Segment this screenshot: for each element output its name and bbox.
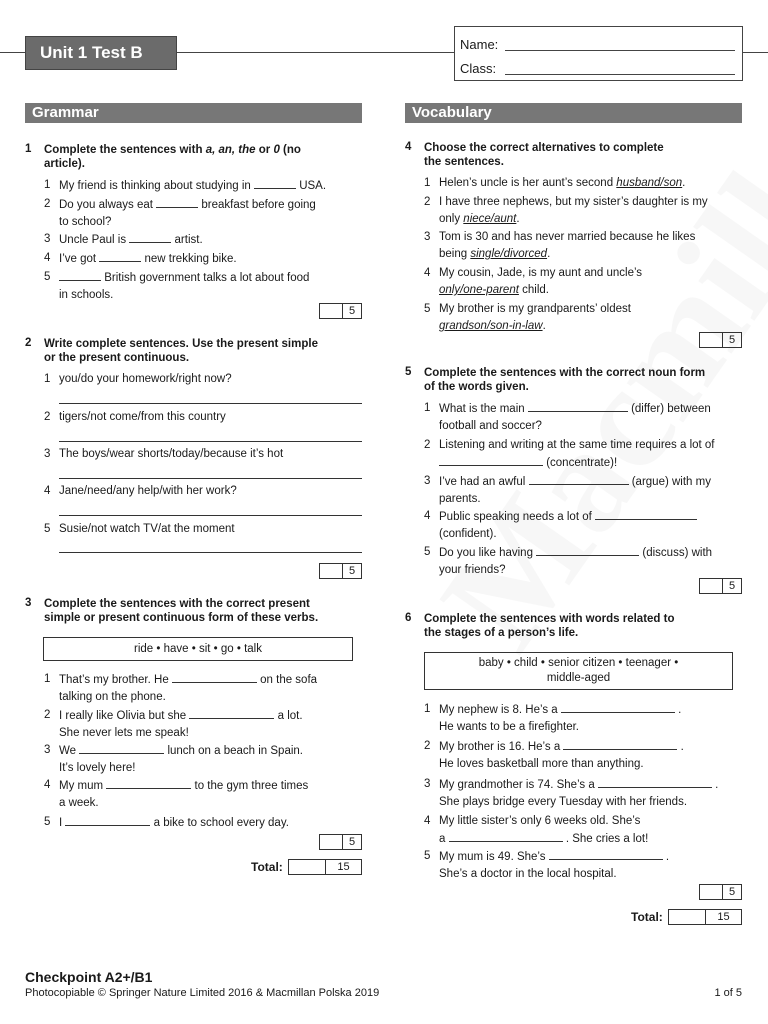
q1-item-1-number: 1 [44,179,51,191]
q5-item-2-number: 2 [424,439,431,451]
q4-choice-3[interactable]: single/divorced [470,248,548,260]
header-rule-right [743,52,768,53]
q2-answer-line-3[interactable] [59,478,362,479]
q3-word-box: ride • have • sit • go • talk [43,637,353,661]
q3-blank-4[interactable] [106,777,191,789]
q5-item-3: I’ve had an awful (argue) with my parents. [439,473,711,508]
q5-item-3-number: 3 [424,475,431,487]
grammar-total-box[interactable] [288,859,362,875]
q5-item-2: Listening and writing at the same time requires a lot of (concentrate)! [439,439,715,469]
q3-blank-5[interactable] [65,814,150,826]
q3-number: 3 [25,597,32,609]
q1-item-3: Uncle Paul is artist. [59,231,203,249]
q3-item-4: My mum to the gym three times a week. [59,777,308,812]
q1-score: 5 [348,305,356,317]
q2-title: Write complete sentences. Use the present simple or the present continuous. [44,338,318,364]
q2-score-box[interactable] [319,563,362,579]
q2-answer-line-4[interactable] [59,515,362,516]
q3-item-5: I a bike to school every day. [59,814,289,832]
footer-title: Checkpoint A2+/B1 [25,969,153,985]
q2-item-2: tigers/not come/from this country [59,411,226,423]
q1-item-2-number: 2 [44,198,51,210]
q5-title: Complete the sentences with the correct noun form of the words given. [424,367,706,393]
q2-item-4: Jane/need/any help/with her work? [59,485,237,497]
q5-item-1: What is the main (differ) between football and soccer? [439,400,711,435]
class-label: Class: [460,61,497,76]
q4-choice-2[interactable]: niece/aunt [463,213,517,225]
q5-item-4: Public speaking needs a lot of (confident). [439,508,697,543]
q6-item-1: My nephew is 8. He’s a . He wants to be a firefighter. [439,701,681,736]
q5-blank-2[interactable] [439,454,543,466]
q4-item-2: I have three nephews, but my sister’s daughter is my only niece/aunt. [439,196,708,225]
q2-answer-line-1[interactable] [59,403,362,404]
q2-item-2-number: 2 [44,411,51,423]
vocabulary-total-box[interactable] [668,909,742,925]
q3-item-2: I really like Olivia but she a lot. She never lets me speak! [59,707,303,742]
q6-item-3: My grandmother is 74. She’s a . She plays bridge every Tuesday with her friends. [439,776,718,811]
q3-title: Complete the sentences with the correct present simple or present continuous form of these verbs. [44,598,319,624]
q4-item-2-number: 2 [424,196,431,208]
q5-item-1-number: 1 [424,402,431,414]
q2-item-3: The boys/wear shorts/today/because it’s hot [59,448,284,460]
q4-item-1: Helen’s uncle is her aunt’s second husband/son. [439,177,686,189]
q6-number: 6 [405,612,412,624]
vocabulary-total-label: Total: [631,910,663,924]
name-field[interactable] [505,50,735,51]
q4-item-3-number: 3 [424,231,431,243]
q2-item-1: you/do your homework/right now? [59,373,232,385]
q2-answer-line-2[interactable] [59,441,362,442]
q1-item-5-number: 5 [44,271,51,283]
q6-item-5-number: 5 [424,850,431,862]
q4-number: 4 [405,141,412,153]
q2-item-4-number: 4 [44,485,51,497]
q5-score-box[interactable] [699,578,742,594]
q5-score: 5 [728,580,736,592]
q2-score: 5 [348,565,356,577]
q6-word-box: baby • child • senior citizen • teenager • middle-aged [424,652,733,690]
q6-blank-2[interactable] [563,738,677,750]
footer-copyright: Photocopiable © Springer Nature Limited 2016 & Macmillan Polska 2019 [25,987,380,999]
unit-title: Unit 1 Test B [25,36,177,70]
q5-blank-3[interactable] [529,473,629,485]
q3-item-1-number: 1 [44,673,51,685]
q2-item-5-number: 5 [44,523,51,535]
q5-number: 5 [405,366,412,378]
q3-item-1: That’s my brother. He on the sofa talking on the phone. [59,671,317,706]
q3-blank-1[interactable] [172,671,257,683]
q1-item-2: Do you always eat breakfast before going to school? [59,196,316,231]
q6-blank-1[interactable] [561,701,675,713]
q2-item-5: Susie/not watch TV/at the moment [59,523,235,535]
q6-item-5: My mum is 49. She’s . She’s a doctor in the local hospital. [439,848,669,883]
q6-blank-3[interactable] [598,776,712,788]
q3-score: 5 [348,836,356,848]
page-number: 1 of 5 [714,987,742,999]
q4-score: 5 [728,334,736,346]
q4-item-4: My cousin, Jade, is my aunt and uncle’s only/one-parent child. [439,267,643,296]
grammar-heading: Grammar [25,103,362,123]
q6-blank-5[interactable] [549,848,663,860]
q5-blank-5[interactable] [536,544,639,556]
q3-score-box[interactable] [319,834,362,850]
name-label: Name: [460,37,499,52]
q3-item-5-number: 5 [44,816,51,828]
q2-number: 2 [25,337,32,349]
name-class-box [454,26,743,81]
q4-item-5: My brother is my grandparents’ oldest grandson/son-in-law. [439,303,631,332]
q4-title: Choose the correct alternatives to complete the sentences. [424,142,664,168]
q4-item-4-number: 4 [424,267,431,279]
q1-blank-1[interactable] [254,177,296,189]
q3-item-3: We lunch on a beach in Spain. It’s lovely here! [59,742,303,777]
q1-item-4: I’ve got new trekking bike. [59,250,237,268]
q1-blank-3[interactable] [129,231,171,243]
q6-blank-4[interactable] [449,830,563,842]
q1-item-5: British government talks a lot about food in schools. [59,269,309,304]
q2-answer-line-5[interactable] [59,552,362,553]
q4-item-5-number: 5 [424,303,431,315]
q4-item-3: Tom is 30 and has never married because he likes being single/divorced. [439,231,696,260]
q3-item-3-number: 3 [44,744,51,756]
q1-blank-4[interactable] [99,250,141,262]
q4-choice-1[interactable]: husband/son [616,177,683,189]
grammar-total: 15 [337,861,350,873]
q3-item-2-number: 2 [44,709,51,721]
q6-title: Complete the sentences with words related to the stages of a person’s life. [424,613,675,639]
q6-item-4: My little sister’s only 6 weeks old. She’s a . She cries a lot! [439,815,649,845]
q4-choice-4[interactable]: only/one-parent [439,284,519,296]
q6-score: 5 [728,886,736,898]
q6-item-2: My brother is 16. He’s a . He loves basketball more than anything. [439,738,684,773]
q4-choice-5[interactable]: grandson/son-in-law [439,320,543,332]
q6-item-1-number: 1 [424,703,431,715]
q5-item-5-number: 5 [424,546,431,558]
q5-item-4-number: 4 [424,510,431,522]
vocabulary-heading: Vocabulary [405,103,742,123]
q2-item-3-number: 3 [44,448,51,460]
q1-blank-2[interactable] [156,196,198,208]
q3-item-4-number: 4 [44,779,51,791]
q3-blank-2[interactable] [189,707,274,719]
q4-score-box[interactable] [699,332,742,348]
q1-title: Complete the sentences with a, an, the or 0 (no article). [44,144,301,170]
q6-item-4-number: 4 [424,815,431,827]
q1-item-3-number: 3 [44,233,51,245]
q4-item-1-number: 1 [424,177,431,189]
q1-item-4-number: 4 [44,252,51,264]
q3-blank-3[interactable] [79,742,164,754]
q6-item-3-number: 3 [424,778,431,790]
q5-blank-4[interactable] [595,508,697,520]
q5-blank-1[interactable] [528,400,628,412]
class-field[interactable] [505,74,735,75]
q5-item-5: Do you like having (discuss) with your friends? [439,544,712,579]
q6-item-2-number: 2 [424,740,431,752]
q1-blank-5[interactable] [59,269,101,281]
q1-item-1: My friend is thinking about studying in USA. [59,177,326,195]
q2-item-1-number: 1 [44,373,51,385]
q1-score-box[interactable] [319,303,362,319]
q6-score-box[interactable] [699,884,742,900]
q1-number: 1 [25,143,32,155]
vocabulary-total: 15 [717,911,730,923]
grammar-total-label: Total: [251,860,283,874]
